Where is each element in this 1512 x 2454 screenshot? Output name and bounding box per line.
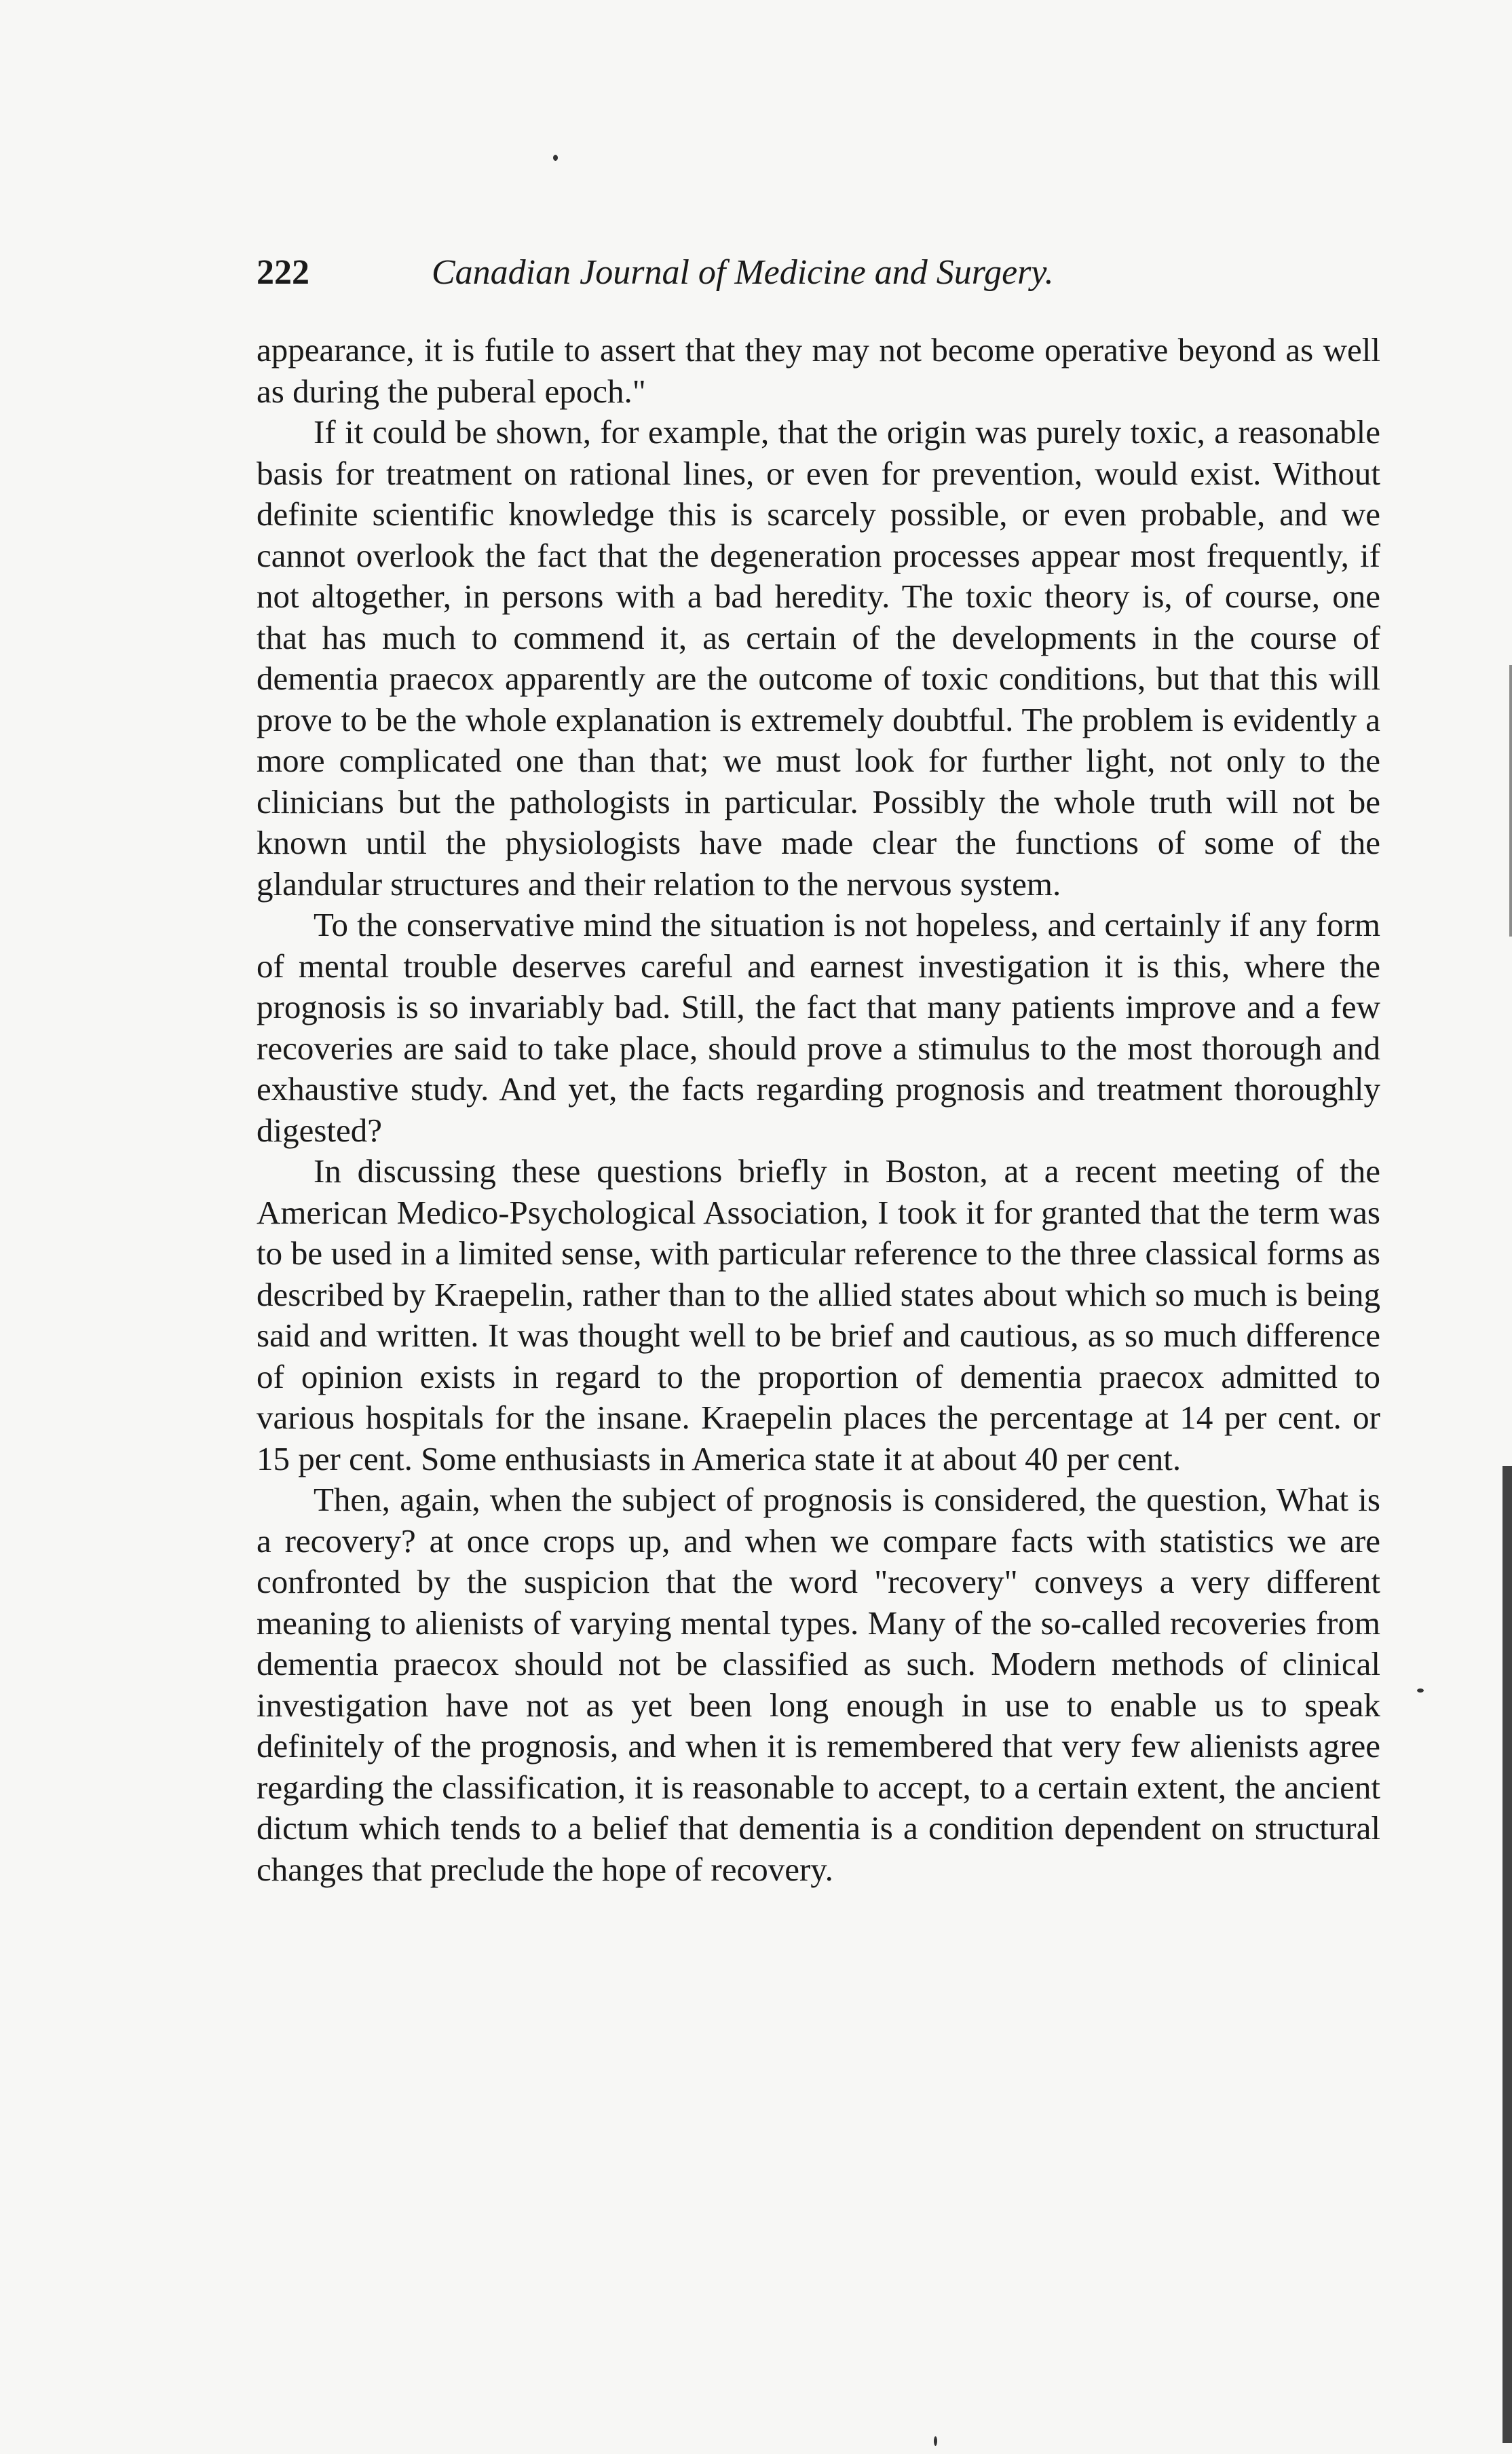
scan-speck (553, 155, 558, 161)
paragraph: If it could be shown, for example, that the origin was purely toxic, a reasonable basis for treatment on rational lines, or even for prevention, would exist. Without definite scientific knowledge this is scarcely possible, or even probable, and we cannot overlook the fact that the degeneration processes appear most frequently, if not altogether, in persons with a bad heredity. The toxic theory is, of course, one that has much to commend it, as certain of the developments in the course of dementia praecox apparently are the outcome of toxic conditions, but that this will prove to be the whole explanation is extremely doubtful. The problem is evidently a more complicated one than that; we must look for further light, not only to the clinicians but the pathologists in particular. Possibly the whole truth will not be known until the physiologists have made clear the functions of some of the glandular structures and their relation to the nervous system. (257, 413, 1380, 903)
paragraph-continuation: appearance, it is futile to assert that they may not become operative beyond as well as during the puberal epoch." (257, 331, 1380, 410)
page-number: 222 (257, 253, 309, 292)
page-header (257, 252, 1383, 307)
paragraph: To the conservative mind the situation is not hopeless, and certainly if any form of mental trouble deserves careful and earnest investigation it is this, where the prognosis is so invariably bad. Still, the fact that many patients improve and a few recoveries are said to take place, should prove a stimulus to the most thorough and exhaustive study. And yet, the facts regarding prognosis and treatment thoroughly digested? (257, 906, 1380, 1149)
binding-edge-shadow (1509, 665, 1512, 937)
binding-edge-shadow (1502, 1466, 1512, 2443)
scan-speck (1417, 1688, 1424, 1693)
paragraph: In discussing these questions briefly in Boston, at a recent meeting of the American Medico-Psychological Association, I took it for granted that the term was to be used in a limited sense, with particular reference to the three classical forms as described by Kraepelin, rather than to the allied states about which so much is being said and written. It was thought well to be brief and cautious, as so much difference of opinion exists in regard to the proportion of dementia praecox admitted to various hospitals for the insane. Kraepelin places the percentage at 14 per cent. or 15 per cent. Some enthusiasts in America state it at about 40 per cent. (257, 1152, 1380, 1477)
paragraph: Then, again, when the subject of prognosis is considered, the question, What is a recovery? at once crops up, and when we compare facts with statistics we are confronted by the suspicion that the word "recovery" conveys a very different meaning to alienists of varying mental types. Many of the so-called recoveries from dementia praecox should not be classified as such. Modern methods of clinical investigation have not as yet been long enough in use to enable us to speak definitely of the prognosis, and when it is remembered that very few alienists agree regarding the classification, it is reasonable to accept, to a certain extent, the ancient dictum which tends to a belief that dementia is a condition dependent on structural changes that preclude the hope of recovery. (257, 1481, 1380, 1888)
scan-speck (934, 2436, 937, 2446)
running-title: Canadian Journal of Medicine and Surgery. (432, 253, 1054, 292)
article-body (257, 330, 1380, 1890)
